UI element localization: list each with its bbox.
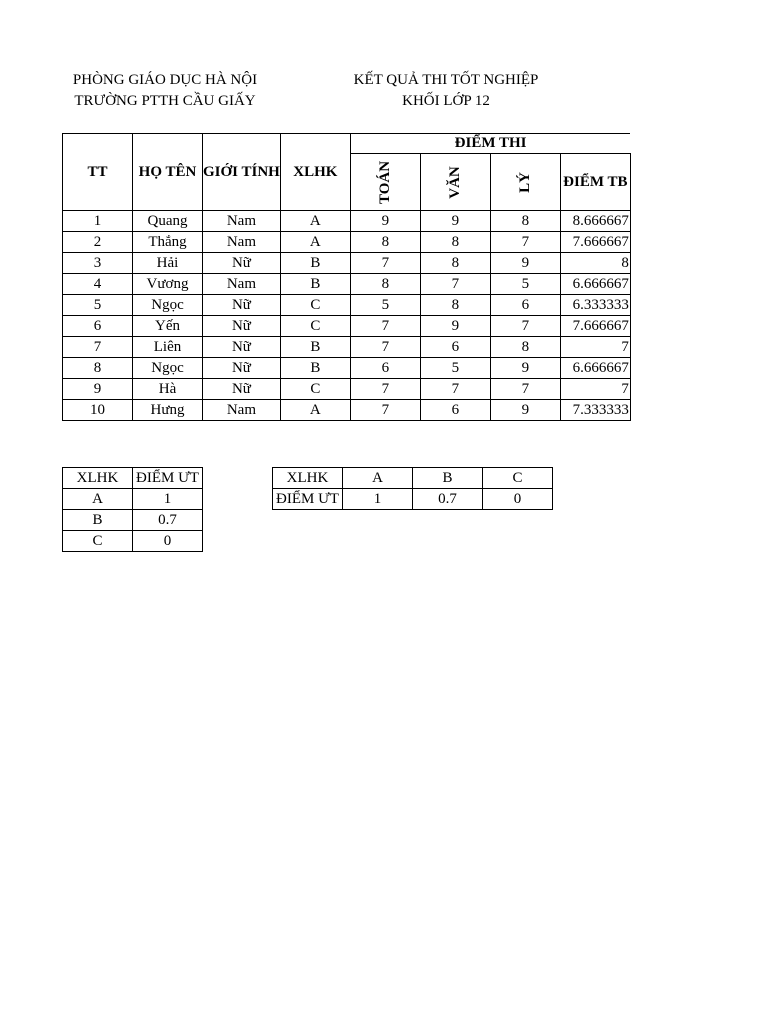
cell-tt: 8 <box>63 358 133 379</box>
table-row <box>63 379 631 400</box>
cell-diem-tb: 7.333333 <box>560 400 630 421</box>
cell-ly: 8 <box>490 337 560 358</box>
cell-toan: 7 <box>350 253 420 274</box>
cell-van: 7 <box>420 379 490 400</box>
cell-van: 8 <box>420 232 490 253</box>
cell-ly: 7 <box>490 232 560 253</box>
cell-gender: Nữ <box>203 337 281 358</box>
lookup-cell: 1 <box>133 489 203 510</box>
cell-diem-tb: 7.666667 <box>560 232 630 253</box>
lookup-row-diem-ut <box>273 489 553 510</box>
cell-diem-tb: 7 <box>560 379 630 400</box>
table-row <box>63 274 631 295</box>
cell-van: 9 <box>420 211 490 232</box>
cell-van: 7 <box>420 274 490 295</box>
lookup-cell: A <box>63 489 133 510</box>
cell-name: Ngọc <box>133 295 203 316</box>
lookup-header-xlhk: XLHK <box>63 468 133 489</box>
cell-gender: Nam <box>203 274 281 295</box>
cell-tt: 7 <box>63 337 133 358</box>
cell-toan: 8 <box>350 232 420 253</box>
cell-xlhk: B <box>280 358 350 379</box>
cell-xlhk: A <box>280 400 350 421</box>
cell-name: Hải <box>133 253 203 274</box>
cell-toan: 8 <box>350 274 420 295</box>
cell-tt: 9 <box>63 379 133 400</box>
cell-gender: Nữ <box>203 295 281 316</box>
lookup-cell: ĐIỂM ƯT <box>273 489 343 510</box>
lookup-cell: 0 <box>133 531 203 552</box>
cell-diem-tb: 6.666667 <box>560 274 630 295</box>
cell-diem-tb: 7.666667 <box>560 316 630 337</box>
cell-xlhk: C <box>280 316 350 337</box>
cell-ly: 9 <box>490 400 560 421</box>
table-row <box>63 211 631 232</box>
cell-gender: Nữ <box>203 316 281 337</box>
table-row <box>63 400 631 421</box>
school-header <box>46 70 284 112</box>
table-row <box>63 358 631 379</box>
lookup-cell: B <box>413 468 483 489</box>
cell-gender: Nam <box>203 400 281 421</box>
lookup-cell: B <box>63 510 133 531</box>
table-row <box>63 295 631 316</box>
header-gioi-tinh: GIỚI TÍNH <box>203 134 281 211</box>
cell-gender: Nam <box>203 232 281 253</box>
header-ly <box>490 154 560 211</box>
header-ly-label: LÝ <box>516 171 533 193</box>
cell-van: 5 <box>420 358 490 379</box>
cell-gender: Nam <box>203 211 281 232</box>
lookup-cell: XLHK <box>273 468 343 489</box>
cell-name: Quang <box>133 211 203 232</box>
cell-ly: 9 <box>490 358 560 379</box>
cell-name: Thắng <box>133 232 203 253</box>
cell-toan: 7 <box>350 337 420 358</box>
cell-ly: 7 <box>490 379 560 400</box>
department-name: PHÒNG GIÁO DỤC HÀ NỘI <box>72 72 258 88</box>
bonus-lookup-horizontal <box>272 467 553 510</box>
header-diem-thi: ĐIỂM THI <box>350 134 630 154</box>
cell-van: 6 <box>420 337 490 358</box>
cell-tt: 10 <box>63 400 133 421</box>
report-header <box>325 70 567 112</box>
cell-name: Hà <box>133 379 203 400</box>
cell-tt: 1 <box>63 211 133 232</box>
cell-name: Ngọc <box>133 358 203 379</box>
cell-xlhk: A <box>280 232 350 253</box>
table-row <box>63 337 631 358</box>
cell-ly: 7 <box>490 316 560 337</box>
cell-tt: 6 <box>63 316 133 337</box>
cell-diem-tb: 6.666667 <box>560 358 630 379</box>
cell-ly: 9 <box>490 253 560 274</box>
cell-toan: 7 <box>350 316 420 337</box>
lookup-row-xlhk <box>273 468 553 489</box>
cell-gender: Nữ <box>203 358 281 379</box>
report-title: KẾT QUẢ THI TỐT NGHIỆP <box>353 72 539 88</box>
header-xlhk: XLHK <box>280 134 350 211</box>
cell-tt: 5 <box>63 295 133 316</box>
cell-ly: 8 <box>490 211 560 232</box>
lookup-cell: A <box>343 468 413 489</box>
results-table <box>62 133 631 421</box>
lookup-row <box>63 510 203 531</box>
table-row <box>63 253 631 274</box>
cell-toan: 7 <box>350 400 420 421</box>
lookup-header-diem-ut: ĐIỂM ƯT <box>133 468 203 489</box>
header-tt: TT <box>63 134 133 211</box>
cell-name: Vương <box>133 274 203 295</box>
cell-diem-tb: 7 <box>560 337 630 358</box>
cell-tt: 4 <box>63 274 133 295</box>
cell-gender: Nữ <box>203 379 281 400</box>
table-row <box>63 316 631 337</box>
header-toan <box>350 154 420 211</box>
header-ho-ten: HỌ TÊN <box>133 134 203 211</box>
report-subtitle: KHỐI LỚP 12 <box>402 93 490 109</box>
lookup-cell: 0.7 <box>133 510 203 531</box>
cell-name: Hưng <box>133 400 203 421</box>
lookup-row <box>63 489 203 510</box>
cell-xlhk: C <box>280 295 350 316</box>
cell-tt: 3 <box>63 253 133 274</box>
lookup-cell: C <box>483 468 553 489</box>
cell-van: 8 <box>420 295 490 316</box>
school-name: TRƯỜNG PTTH CẦU GIẤY <box>74 93 256 109</box>
cell-name: Yến <box>133 316 203 337</box>
header-toan-label: TOÁN <box>376 160 393 204</box>
cell-xlhk: A <box>280 211 350 232</box>
cell-ly: 6 <box>490 295 560 316</box>
cell-gender: Nữ <box>203 253 281 274</box>
lookup-cell: 0.7 <box>413 489 483 510</box>
lookup-cell: 0 <box>483 489 553 510</box>
cell-van: 6 <box>420 400 490 421</box>
cell-diem-tb: 8.666667 <box>560 211 630 232</box>
cell-van: 8 <box>420 253 490 274</box>
cell-name: Liên <box>133 337 203 358</box>
header-van <box>420 154 490 211</box>
cell-ly: 5 <box>490 274 560 295</box>
cell-xlhk: B <box>280 274 350 295</box>
cell-xlhk: B <box>280 253 350 274</box>
cell-diem-tb: 6.333333 <box>560 295 630 316</box>
cell-xlhk: C <box>280 379 350 400</box>
table-row <box>63 232 631 253</box>
lookup-cell: C <box>63 531 133 552</box>
cell-diem-tb: 8 <box>560 253 630 274</box>
cell-toan: 5 <box>350 295 420 316</box>
bonus-lookup-vertical <box>62 467 203 552</box>
cell-tt: 2 <box>63 232 133 253</box>
lookup-cell: 1 <box>343 489 413 510</box>
cell-toan: 9 <box>350 211 420 232</box>
header-van-label: VĂN <box>446 165 463 199</box>
lookup-row <box>63 531 203 552</box>
cell-xlhk: B <box>280 337 350 358</box>
header-diem-tb: ĐIỂM TB <box>560 154 630 211</box>
cell-van: 9 <box>420 316 490 337</box>
cell-toan: 6 <box>350 358 420 379</box>
cell-toan: 7 <box>350 379 420 400</box>
